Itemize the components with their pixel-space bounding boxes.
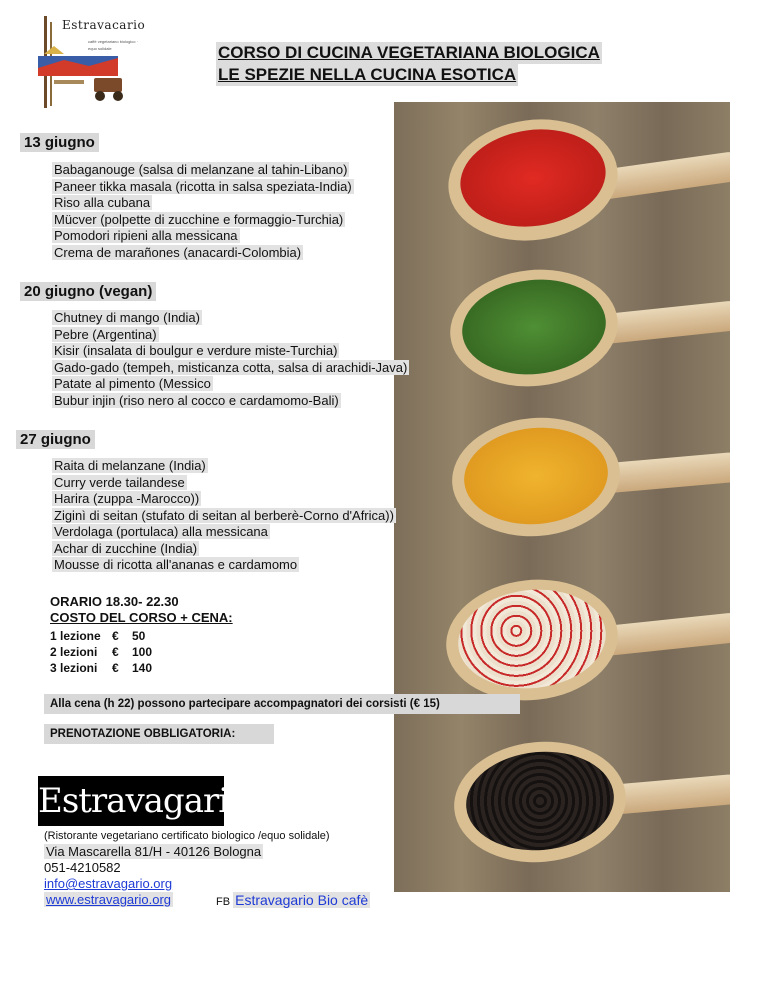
list-item: Chutney di mango (India): [54, 310, 200, 325]
list-item: Curry verde tailandese: [54, 474, 185, 490]
list-item: Raita di melanzane (India): [54, 458, 206, 473]
list-item: Ziginì di seitan (stufato di seitan al berberè-Corno d'Africa)): [54, 507, 394, 523]
booking-required: PRENOTAZIONE OBBLIGATORIA:: [44, 724, 274, 744]
dish-list-20-giugno: [52, 310, 409, 409]
brand-logo: Estravagario: [38, 776, 224, 826]
list-item: Verdolaga (portulaca) alla messicana: [54, 524, 268, 539]
fb-prefix: FB: [216, 896, 231, 908]
spices-photo: [394, 102, 730, 892]
price-row: 3 lezioni € 140: [50, 661, 153, 675]
email-link[interactable]: info@estravagario.org: [44, 876, 173, 891]
price-row: 1 lezione € 50: [50, 629, 146, 643]
address: Via Mascarella 81/H - 40126 Bologna: [46, 844, 262, 859]
schedule: ORARIO 18.30- 22.30: [50, 594, 179, 609]
list-item: Paneer tikka masala (ricotta in salsa speziata-India): [54, 178, 352, 194]
list-item: Pomodori ripieni alla messicana: [54, 228, 238, 243]
list-item: Babaganouge (salsa di melanzane al tahin-Libano): [54, 162, 348, 177]
list-item: Crema de marañones (anacardi-Colombia): [54, 244, 302, 260]
list-item: Gado-gado (tempeh, misticanza cotta, salsa di arachidi-Java): [54, 359, 408, 375]
list-item: Patate al pimento (Messico: [54, 376, 211, 391]
website-link[interactable]: www.estravagario.org: [46, 892, 171, 907]
facebook-page-link[interactable]: Estravagario Bio cafè: [235, 892, 369, 908]
title-line-1: CORSO DI CUCINA VEGETARIANA BIOLOGICA: [218, 43, 600, 62]
facebook: [216, 892, 370, 908]
list-item: Pebre (Argentina): [54, 326, 157, 342]
restaurant-note: (Ristorante vegetariano certificato biologico /equo solidale): [44, 830, 330, 842]
list-item: Kisir (insalata di boulgur e verdure miste-Turchia): [54, 343, 338, 358]
course-info: [44, 594, 324, 676]
price-table: [44, 628, 324, 676]
day-header-20-giugno: 20 giugno (vegan): [20, 282, 156, 301]
cost-label: COSTO DEL CORSO + CENA:: [50, 610, 233, 625]
list-item: Riso alla cubana: [54, 195, 151, 210]
logo-tagline: caffè vegetariano biologico · equo solidale: [88, 39, 138, 51]
list-item: Bubur injin (riso nero al cocco e cardamomo-Bali): [54, 392, 339, 408]
estravagario-logo: [34, 16, 144, 108]
phone: 051-4210582: [44, 860, 121, 875]
list-item: Mousse di ricotta all'ananas e cardamomo: [54, 557, 298, 572]
page-title: [216, 42, 602, 86]
list-item: Harira (zuppa -Marocco)): [54, 491, 200, 506]
dish-list-13-giugno: [52, 162, 354, 261]
dish-list-27-giugno: [52, 458, 396, 574]
title-line-2: LE SPEZIE NELLA CUCINA ESOTICA: [218, 65, 517, 84]
list-item: Achar di zucchine (India): [54, 540, 198, 556]
day-header-27-giugno: 27 giugno: [16, 430, 95, 449]
price-row: 2 lezioni € 100: [50, 645, 153, 659]
list-item: Mücver (polpette di zucchine e formaggio-Turchia): [54, 211, 344, 227]
dinner-note: Alla cena (h 22) possono partecipare accompagnatori dei corsisti (€ 15): [44, 694, 520, 714]
logo-name: Estravacario: [62, 18, 146, 32]
day-header-13-giugno: 13 giugno: [20, 133, 99, 152]
